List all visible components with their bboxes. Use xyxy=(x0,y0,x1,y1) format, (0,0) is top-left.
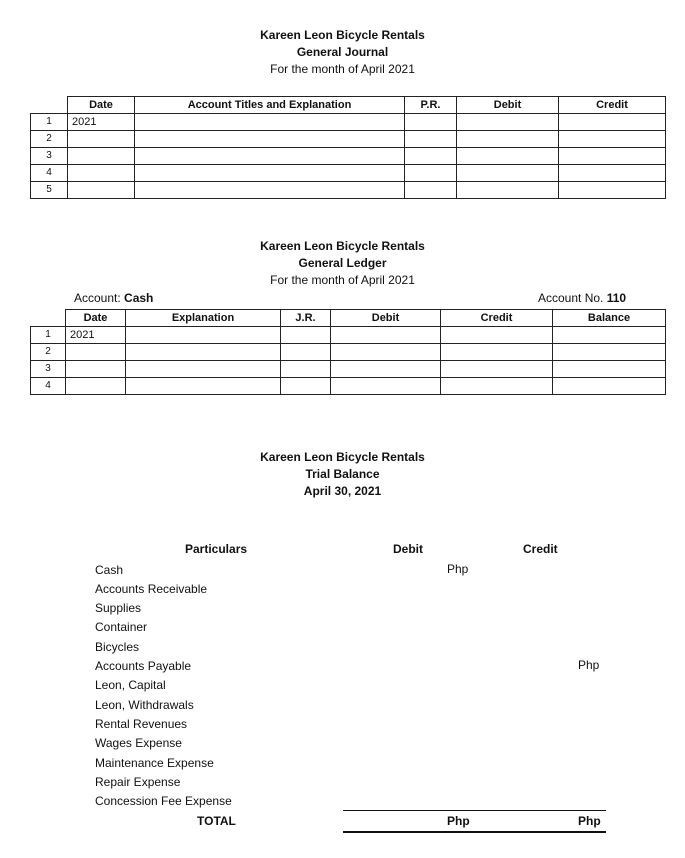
trial-balance-ap-credit: Php xyxy=(578,658,600,672)
journal-date-cell[interactable] xyxy=(68,131,135,148)
ledger-header-credit: Credit xyxy=(441,310,553,327)
journal-header-pr: P.R. xyxy=(405,97,457,114)
ledger-balance-cell[interactable] xyxy=(553,361,666,378)
ledger-company: Kareen Leon Bicycle Rentals xyxy=(260,239,425,253)
journal-debit-cell[interactable] xyxy=(457,114,559,131)
journal-pr-cell[interactable] xyxy=(405,114,457,131)
ledger-account-number xyxy=(538,291,626,305)
ledger-debit-cell[interactable] xyxy=(331,344,441,361)
ledger-row xyxy=(31,327,666,344)
journal-row-number: 4 xyxy=(31,165,68,182)
journal-account-cell[interactable] xyxy=(135,182,405,199)
trial-balance-item: Accounts Payable xyxy=(95,659,192,673)
total-top-rule xyxy=(343,810,606,811)
ledger-debit-cell[interactable] xyxy=(331,361,441,378)
journal-header-row xyxy=(31,97,666,114)
ledger-header-blank xyxy=(31,310,66,327)
journal-row-number: 1 xyxy=(31,114,68,131)
journal-debit-cell[interactable] xyxy=(457,182,559,199)
trial-balance-header-debit: Debit xyxy=(393,542,423,556)
ledger-credit-cell[interactable] xyxy=(441,378,553,395)
ledger-jr-cell[interactable] xyxy=(281,361,331,378)
trial-balance-header-credit: Credit xyxy=(523,542,558,556)
journal-row xyxy=(31,131,666,148)
ledger-balance-cell[interactable] xyxy=(553,327,666,344)
ledger-balance-cell[interactable] xyxy=(553,378,666,395)
journal-date-cell[interactable] xyxy=(68,148,135,165)
ledger-explanation-cell[interactable] xyxy=(126,344,281,361)
ledger-account-no-label: Account No. xyxy=(538,291,607,305)
journal-account-cell[interactable] xyxy=(135,114,405,131)
ledger-account-label: Account: xyxy=(74,291,125,305)
ledger-header-jr: J.R. xyxy=(281,310,331,327)
trial-balance-item: Leon, Capital xyxy=(95,678,166,692)
trial-balance-item: Cash xyxy=(95,563,124,577)
ledger-header-balance: Balance xyxy=(553,310,666,327)
ledger-heading xyxy=(0,238,685,289)
ledger-title: General Ledger xyxy=(298,256,387,270)
journal-period: For the month of April 2021 xyxy=(270,62,415,76)
ledger-explanation-cell[interactable] xyxy=(126,378,281,395)
ledger-period: For the month of April 2021 xyxy=(270,273,415,287)
journal-header-debit: Debit xyxy=(457,97,559,114)
journal-credit-cell[interactable] xyxy=(559,165,666,182)
ledger-account-no: 110 xyxy=(606,291,627,305)
trial-balance-header-particulars: Particulars xyxy=(185,542,248,556)
ledger-header-explanation: Explanation xyxy=(126,310,281,327)
ledger-explanation-cell[interactable] xyxy=(126,327,281,344)
trial-balance-title: Trial Balance xyxy=(305,467,380,481)
ledger-row-number: 1 xyxy=(31,327,66,344)
journal-header-credit: Credit xyxy=(559,97,666,114)
ledger-balance-cell[interactable] xyxy=(553,344,666,361)
journal-heading xyxy=(0,27,685,78)
journal-row xyxy=(31,114,666,131)
journal-table xyxy=(30,96,666,199)
ledger-account-name: Cash xyxy=(124,291,154,305)
journal-header-blank xyxy=(31,97,68,114)
trial-balance-cash-debit: Php xyxy=(447,562,469,576)
trial-balance-item: Leon, Withdrawals xyxy=(95,698,194,712)
journal-date-cell[interactable] xyxy=(68,182,135,199)
ledger-account xyxy=(74,291,153,305)
trial-balance-item: Accounts Receivable xyxy=(95,582,208,596)
journal-credit-cell[interactable] xyxy=(559,131,666,148)
ledger-row-number: 3 xyxy=(31,361,66,378)
journal-pr-cell[interactable] xyxy=(405,131,457,148)
ledger-jr-cell[interactable] xyxy=(281,327,331,344)
journal-row xyxy=(31,182,666,199)
ledger-header-row xyxy=(31,310,666,327)
ledger-debit-cell[interactable] xyxy=(331,378,441,395)
trial-balance-total-debit: Php xyxy=(447,814,470,828)
ledger-row-number: 2 xyxy=(31,344,66,361)
ledger-row xyxy=(31,378,666,395)
trial-balance-item: Container xyxy=(95,620,148,634)
ledger-row-number: 4 xyxy=(31,378,66,395)
journal-date-cell[interactable]: 2021 xyxy=(68,114,135,131)
trial-balance-company: Kareen Leon Bicycle Rentals xyxy=(260,450,425,464)
trial-balance-item: Rental Revenues xyxy=(95,717,188,731)
ledger-table xyxy=(30,309,666,395)
ledger-credit-cell[interactable] xyxy=(441,361,553,378)
ledger-date-cell[interactable] xyxy=(66,361,126,378)
ledger-date-cell[interactable] xyxy=(66,344,126,361)
trial-balance-item: Supplies xyxy=(95,601,142,615)
journal-row-number: 3 xyxy=(31,148,68,165)
ledger-header-date: Date xyxy=(66,310,126,327)
ledger-row xyxy=(31,344,666,361)
ledger-jr-cell[interactable] xyxy=(281,378,331,395)
journal-pr-cell[interactable] xyxy=(405,182,457,199)
journal-row-number: 2 xyxy=(31,131,68,148)
ledger-credit-cell[interactable] xyxy=(441,344,553,361)
journal-credit-cell[interactable] xyxy=(559,114,666,131)
trial-balance-item: Maintenance Expense xyxy=(95,756,214,770)
journal-header-account: Account Titles and Explanation xyxy=(135,97,405,114)
journal-debit-cell[interactable] xyxy=(457,148,559,165)
ledger-row xyxy=(31,361,666,378)
journal-credit-cell[interactable] xyxy=(559,148,666,165)
journal-company: Kareen Leon Bicycle Rentals xyxy=(260,28,425,42)
ledger-jr-cell[interactable] xyxy=(281,344,331,361)
journal-header-date: Date xyxy=(68,97,135,114)
trial-balance-item: Concession Fee Expense xyxy=(95,794,232,808)
journal-pr-cell[interactable] xyxy=(405,148,457,165)
journal-credit-cell[interactable] xyxy=(559,182,666,199)
journal-row xyxy=(31,148,666,165)
journal-row xyxy=(31,165,666,182)
trial-balance-total-credit: Php xyxy=(578,814,601,828)
journal-debit-cell[interactable] xyxy=(457,131,559,148)
ledger-credit-cell[interactable] xyxy=(441,327,553,344)
ledger-header-debit: Debit xyxy=(331,310,441,327)
journal-date-cell[interactable] xyxy=(68,165,135,182)
journal-account-cell[interactable] xyxy=(135,148,405,165)
journal-title: General Journal xyxy=(296,45,389,59)
trial-balance-date: April 30, 2021 xyxy=(303,484,382,498)
journal-pr-cell[interactable] xyxy=(405,165,457,182)
journal-account-cell[interactable] xyxy=(135,165,405,182)
trial-balance-item: Wages Expense xyxy=(95,736,182,750)
trial-balance-item: Bicycles xyxy=(95,640,140,654)
journal-account-cell[interactable] xyxy=(135,131,405,148)
trial-balance-item: Repair Expense xyxy=(95,775,181,789)
ledger-date-cell[interactable]: 2021 xyxy=(66,327,126,344)
ledger-date-cell[interactable] xyxy=(66,378,126,395)
journal-row-number: 5 xyxy=(31,182,68,199)
ledger-explanation-cell[interactable] xyxy=(126,361,281,378)
journal-debit-cell[interactable] xyxy=(457,165,559,182)
trial-balance-heading xyxy=(0,449,685,500)
total-bottom-rule xyxy=(343,831,606,833)
ledger-debit-cell[interactable] xyxy=(331,327,441,344)
trial-balance-total-label: TOTAL xyxy=(197,814,236,828)
